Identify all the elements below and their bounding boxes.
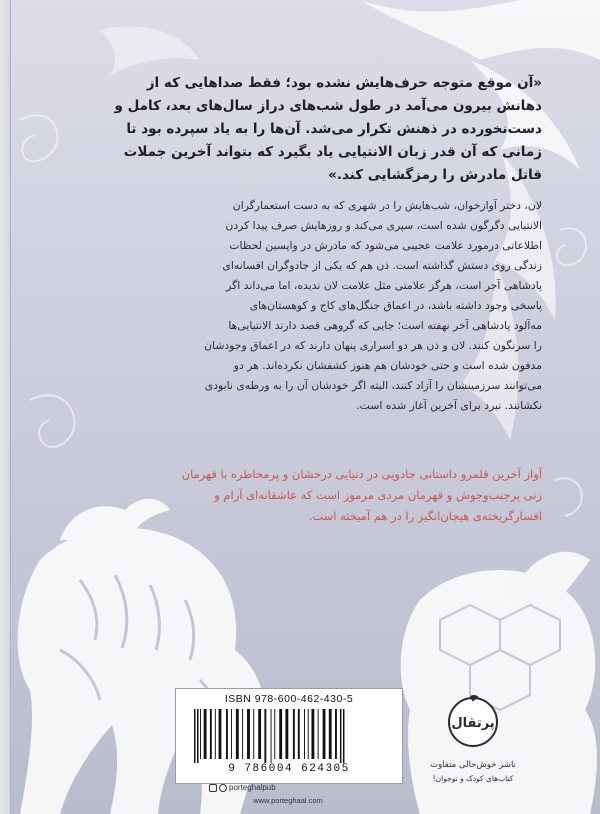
quote-line: قاتل مادرش را رمزگشایی کند.» (328, 167, 542, 183)
barcode-bar (308, 709, 309, 759)
social-handles (175, 783, 401, 795)
quote-line: زمانی که آن قدر زبان الانتیایی یاد بگیرد که بتواند آخرین جملات (123, 144, 542, 160)
barcode-bar (210, 709, 212, 759)
synopsis-paragraph (46, 196, 542, 416)
barcode-bar (329, 709, 332, 759)
barcode-bar (236, 709, 239, 759)
quote-paragraph (46, 72, 542, 187)
barcode-bar (293, 709, 295, 759)
tagline-line: افسارگریخته‌ی هیجان‌انگیز را در هم آمیخته است. (308, 509, 542, 523)
synopsis-line: مدفون شده است و حتی خودشان هم هنوز کشفشان نکرده‌اند. هر دو (233, 359, 542, 372)
synopsis-line: مه‌آلود پادشاهی آخر نهفته است؛ جایی که گروهی قصد دارند الانتیایی‌ها (228, 319, 542, 332)
synopsis-line: لان، دختر آوازخوان، شب‌هایش را در شهری که به دست استعمارگران (232, 199, 542, 212)
synopsis-line: نکشانند. نبرد برای آخرین آغاز شده است. (356, 399, 542, 412)
social-handle: porteghalpub (229, 783, 276, 792)
quote-line: دهانش بیرون می‌آمد در طول شب‌های دراز سال‌های بعد، کامل و (114, 98, 542, 114)
synopsis-line: زندگی روی دستش گذاشته است. ذن هم که یکی از جادوگران افسانه‌ای (222, 259, 542, 272)
barcode-bar (340, 709, 342, 763)
synopsis-line: می‌توانند سرزمینشان را آزاد کنند، البته اگر خودشان آن را به ورطه‌ی نابودی (204, 379, 542, 392)
barcode-bar (298, 709, 300, 759)
barcode-bar (258, 709, 261, 759)
barcode-bar (247, 709, 250, 759)
website-url: www.porteghaal.com (253, 796, 323, 805)
barcode-bar (231, 709, 232, 759)
quote-line: دست‌نخورده در ذهنش تکرار می‌شد. آن‌ها را به یاد سپرده بود تا (126, 121, 542, 137)
barcode-bar (304, 709, 305, 759)
barcode-bar (323, 709, 326, 759)
synopsis-line: پادشاهی آجر است، هرگز علامتی مثل علامت لان ندیده، اما می‌داند اگر (226, 279, 542, 292)
publisher-logo (445, 692, 501, 748)
barcode-bar (215, 709, 216, 759)
barcode-bar (279, 709, 282, 759)
barcode-bar (200, 709, 201, 759)
barcode-bar (335, 709, 337, 759)
synopsis-line: الانتیایی دگرگون شده است، سپری می‌کند و روزهایش صرف پیدا کردن (225, 219, 542, 232)
synopsis-line: اطلاعاتی درمورد علامت عجیبی می‌شود که مادرش در واپسین لحظات (229, 239, 542, 252)
svg-text:پرتقال: پرتقال (451, 716, 495, 731)
barcode-bar (318, 709, 319, 759)
barcode-bar (194, 709, 196, 763)
barcode-bar (226, 709, 228, 759)
publisher-slogan: ناشر خوش‌حالی متفاوت (430, 760, 516, 770)
barcode-graphic (190, 709, 388, 763)
telegram-icon (219, 784, 227, 792)
tagline-line: آواز آخرین قلمرو داستانی جادویی در دنیایی درخشان و پرمخاطره با قهرمان (181, 467, 542, 481)
synopsis-line: پاسخی وجود داشته باشد، در اعماق جنگل‌های کاج و کوهستان‌های (249, 299, 542, 312)
barcode-bar (311, 709, 314, 759)
tagline-line: زنی پرجنب‌وجوش و قهرمان مردی مرموز است که عاشقانه‌ای آرام و (214, 488, 542, 502)
publisher-subtitle: کتاب‌های کودک و نوجوان! (432, 774, 514, 783)
barcode-digits: 9 786004 624305 (228, 763, 350, 775)
barcode-bar (285, 709, 288, 759)
barcode-bar (219, 709, 222, 759)
barcode-bar (204, 709, 207, 759)
barcode-bar (271, 709, 272, 763)
instagram-icon (209, 784, 217, 792)
tagline-paragraph (46, 464, 542, 527)
synopsis-line: را سرنگون کنند. لان و ذن هر دو اسراری پنهان دارند که در اعماق وجودشان (204, 339, 542, 352)
barcode-panel (175, 688, 403, 784)
quote-line: «آن موقع متوجه حرف‌هایش نشده بود؛ فقط صداهایی که از (146, 75, 542, 91)
barcode-bar (197, 709, 199, 763)
barcode-bar (253, 709, 254, 759)
barcode-bar (242, 709, 243, 759)
barcode-bar (264, 709, 266, 763)
isbn-number: ISBN 978-600-462-430-5 (224, 693, 354, 705)
barcode-bar (274, 709, 275, 759)
barcode-bar (343, 709, 345, 763)
